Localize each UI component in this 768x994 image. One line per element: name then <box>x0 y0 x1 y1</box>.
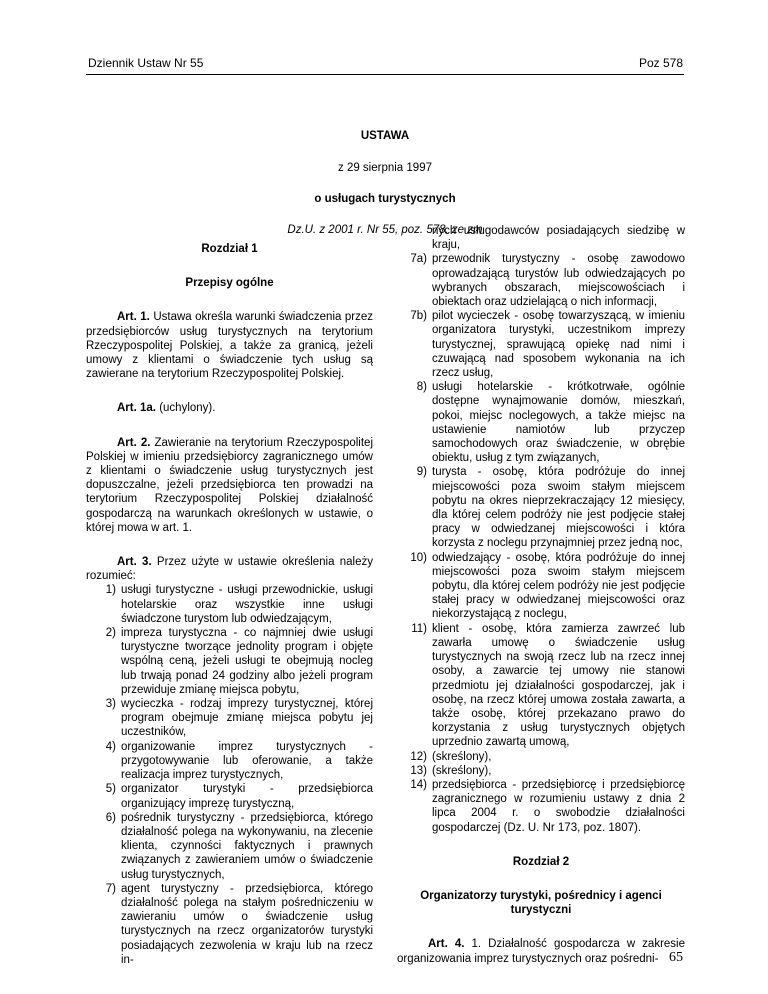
item-text: organizator turystyki - przedsiębiorca organizujący imprezę turystyczną, <box>121 783 373 810</box>
left-column <box>86 242 373 967</box>
chapter-2-heading: Organizatorzy turystyki, pośrednicy i agenci turystyczni <box>420 889 662 917</box>
definition-item <box>86 583 373 626</box>
item-text: organizowanie imprez turystycznych - przygotowywanie lub oferowanie, a także realizacja imprez turystycznych, <box>121 740 373 782</box>
item-text: pilot wycieczek - osobę towarzyszącą, w imieniu organizatora turystyki, uczestnikom imprezy turystycznej, sprawującą opiekę nad nimi i czuwającą nad sposobem wykonania na ich rzecz usług, <box>432 310 685 380</box>
item-number: 2) <box>105 627 116 640</box>
article-1a-text: (uchylony). <box>156 402 216 415</box>
item-text: pośrednik turystyczny - przedsiębiorca, którego działalność polega na wykonywaniu, na zlecenie klienta, czynności faktycznych i prawnych związanych z zawieraniem umów o świadczenie usług turystycznych, <box>121 811 373 881</box>
item-text: turysta - osobę, która podróżuje do innej miejscowości poza swoim stałym miejscem pobytu na okres nieprzekraczający 12 miesięcy, dla której celem podróży nie jest podjęcie stałej pracy w odwiedzanej miejscowości i która korzysta z noclegu przynajmniej przez jedną noc, <box>432 466 685 550</box>
definition-item <box>86 740 373 783</box>
article-3-intro-text: Przez użyte w ustawie określenia należy rozumieć: <box>86 556 374 583</box>
item-number: 5) <box>105 783 116 796</box>
article-1 <box>86 310 373 381</box>
item-7-continuation: nych usługodawców posiadających siedzibę w kraju, <box>432 225 685 252</box>
definition-item <box>397 778 685 835</box>
right-column <box>397 224 685 966</box>
item-number: 4) <box>105 740 116 753</box>
article-2-label: Art. 2. <box>117 436 151 449</box>
article-4-label: Art. 4. <box>428 938 465 951</box>
item-number: 8) <box>416 381 427 394</box>
act-title: USTAWA <box>360 130 410 142</box>
item-text: klient - osobę, która zamierza zawrzeć lub zawarła umowę o świadczenie usług turystycznych na swoją rzecz lub na rzecz innej osoby, a zawarcie tej umowy nie stanowi przedmiotu jej działalności gospodarczej, jak i osobę, na rzecz której umowa została zawarta, a także osobę, której przekazano prawo do korzystania z usług turystycznych objętych uprzednio zawartą umową, <box>432 622 685 749</box>
item-number: 6) <box>105 811 116 824</box>
item-number: 14) <box>410 778 427 791</box>
article-2 <box>86 436 373 535</box>
definition-item <box>397 764 685 778</box>
definition-item <box>397 750 685 764</box>
item-text: odwiedzający - osobę, która podróżuje do innej miejscowości poza swoim stałym miejscem pobytu, dla której celem podróży nie jest podjęcie stałej pracy w odwiedzanej miejscowości oraz niekorzystającą z noclegu, <box>432 551 685 621</box>
header-rule <box>86 74 684 75</box>
item-text: przewodnik turystyczny - osobę zawodowo oprowadzającą turystów lub odwiedzających po wybranych obszarach, miejscowościach i obiektach oraz udzielającą o nich informacji, <box>432 253 685 309</box>
article-4 <box>397 937 685 965</box>
item-number: 11) <box>411 622 427 635</box>
article-4-text: 1. Działalność gospodarcza w zakresie organizowania imprez turystycznych oraz pośredni- <box>397 938 685 965</box>
definition-item <box>397 380 685 465</box>
definition-item <box>397 551 685 622</box>
definition-item <box>397 309 685 380</box>
definition-item <box>86 626 373 697</box>
item-number: 12) <box>410 750 427 763</box>
definition-item <box>86 811 373 882</box>
item-text: (skreślony), <box>432 750 492 763</box>
page-number: 65 <box>669 950 683 965</box>
item-text: usługi hotelarskie - krótkotrwałe, ogólnie dostępne wynajmowanie domów, mieszkań, pokoi, miejsc noclegowych, a także miejsc na ustawienie namiotów lub przyczep samochodowych oraz świadczenie, w obrębie obiektu, usług z tym związanych, <box>432 381 685 465</box>
article-1a-label: Art. 1a. <box>117 402 156 415</box>
article-3-label: Art. 3. <box>117 556 152 569</box>
definition-item <box>86 782 373 810</box>
item-number: 9) <box>416 466 427 479</box>
item-text: agent turystyczny - przedsiębiorca, którego działalność polega na stałym pośredniczeniu w zawieraniu umów o świadczenie usług turystycznych na rzecz organizatorów turystyki posiadających zezwolenia w kraju lub na rzecz in- <box>121 882 373 966</box>
article-3-intro <box>86 555 373 583</box>
act-subject: o usługach turystycznych <box>314 193 456 205</box>
item-number: 7) <box>105 882 116 895</box>
act-source: Dz.U. z 2001 r. Nr 55, poz. 578. ze zm <box>287 224 483 236</box>
item-number: 1) <box>105 584 116 597</box>
item-number: 13) <box>410 764 427 777</box>
running-header-right: Poz 578 <box>638 56 683 70</box>
item-text: wycieczka - rodzaj imprezy turystycznej, której program obejmuje zmianę miejsca pobytu jej uczestników, <box>121 698 373 739</box>
running-header-left: Dziennik Ustaw Nr 55 <box>88 56 204 70</box>
title-block <box>86 130 684 236</box>
definition-item <box>397 622 685 750</box>
chapter-1-label: Rozdział 1 <box>201 243 258 255</box>
chapter-1-heading: Przepisy ogólne <box>185 277 274 290</box>
definition-item <box>86 882 373 967</box>
item-number: 3) <box>105 698 116 711</box>
item-text: przedsiębiorca - przedsiębiorcę i przedsiębiorcę zagranicznego w rozumieniu ustawy z dnia 2 lipca 2004 r. o swobodzie działalności gospodarczej (Dz. U. Nr 173, poz. 1807). <box>432 778 685 834</box>
chapter-2-label: Rozdział 2 <box>512 855 570 868</box>
item-number: 7b) <box>410 310 427 323</box>
article-1-label: Art. 1. <box>117 311 150 324</box>
definition-item <box>397 252 685 309</box>
item-number: 7a) <box>410 253 427 266</box>
item-text: (skreślony), <box>432 764 492 777</box>
definition-item <box>86 697 373 740</box>
item-text: usługi turystyczne - usługi przewodnickie, usługi hotelarskie oraz wszystkie inne usługi świadczone turystom lub odwiedzającym, <box>121 584 373 625</box>
item-text: impreza turystyczna - co najmniej dwie usługi turystyczne tworzące jednolity program i objęte wspólną ceną, jeżeli usługi te obejmują nocleg lub trwają ponad 24 godziny albo jeżeli program przewiduje zmianę miejsca pobytu, <box>121 627 373 696</box>
act-date: z 29 sierpnia 1997 <box>338 162 432 174</box>
item-number: 10) <box>410 551 427 564</box>
article-1a <box>86 401 373 415</box>
article-2-text: Zawieranie na terytorium Rzeczypospolitej Polskiej w imieniu przedsiębiorcy zagranicznego umów z klientami o świadczenie usług turystycznych jest dopuszczalne, jeżeli przedsiębiorca ten prowadzi na terytorium Rzeczypospolitej Polskiej działalność gospodarczą na warunkach określonych w ustawie, o której mowa w art. 1. <box>86 436 374 534</box>
definition-item <box>397 465 685 550</box>
article-1-text: Ustawa określa warunki świadczenia przez przedsiębiorców usług turystycznych na terytorium Rzeczypospolitej Polskiej, a także za granicą, jeżeli umowy z klientami o świadczenie tych usług są zawierane na terytorium Rzeczypospolitej Polskiej. <box>86 311 373 381</box>
